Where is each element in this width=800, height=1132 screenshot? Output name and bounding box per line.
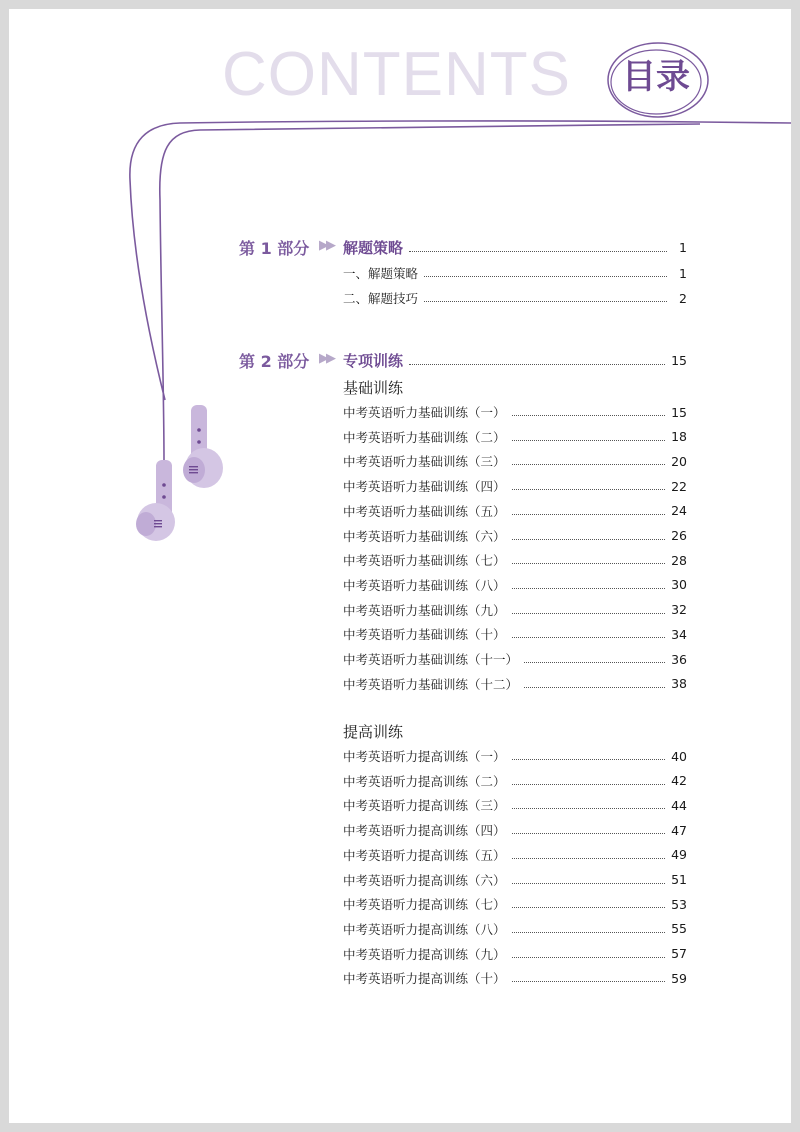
toc-entry[interactable]: [343, 945, 687, 963]
dot-leader: [512, 636, 666, 638]
entry-title: 中考英语听力提高训练（十）: [343, 971, 506, 987]
entry-title: 中考英语听力提高训练（六）: [343, 872, 506, 888]
section-heading-advanced: 提高训练: [343, 723, 404, 741]
toc-entry[interactable]: [343, 264, 687, 282]
entry-title: 中考英语听力基础训练（二）: [343, 429, 506, 445]
page-number: 28: [671, 552, 687, 568]
entry-title: 中考英语听力提高训练（四）: [343, 823, 506, 839]
page-title: 目录: [622, 57, 690, 97]
dot-leader: [409, 363, 665, 365]
entry-title: 一、解题策略: [343, 266, 419, 281]
toc-entry[interactable]: [343, 452, 687, 470]
dot-leader: [512, 612, 666, 614]
page-number: 20: [671, 453, 687, 469]
dot-leader: [512, 956, 666, 958]
entry-title: 中考英语听力基础训练（七）: [343, 553, 506, 569]
entry-title: 中考英语听力基础训练（九）: [343, 602, 506, 618]
entry-title: 中考英语听力基础训练（六）: [343, 528, 506, 544]
dot-leader: [512, 513, 666, 515]
toc-entry[interactable]: [343, 403, 687, 421]
toc-entry[interactable]: [343, 846, 687, 864]
contents-heading: CONTENTS: [222, 40, 571, 109]
page-number: 24: [671, 503, 687, 519]
dot-leader: [512, 882, 666, 884]
toc-entry-part1[interactable]: [343, 237, 687, 258]
toc-entry[interactable]: [343, 625, 687, 643]
page-number: 53: [671, 896, 687, 912]
toc-entry[interactable]: [343, 601, 687, 619]
page-number: 26: [671, 528, 687, 543]
entry-title: 中考英语听力基础训练（十二）: [343, 676, 519, 692]
toc-entry-part2[interactable]: [343, 350, 687, 371]
entry-title: 中考英语听力基础训练（三）: [343, 454, 506, 470]
toc-entry[interactable]: [343, 871, 687, 889]
page-number: 49: [671, 847, 687, 863]
entry-title: 中考英语听力基础训练（十一）: [343, 652, 519, 667]
entry-title: 中考英语听力基础训练（八）: [343, 577, 506, 593]
double-arrow-icon: ▶▶: [319, 238, 333, 253]
dot-leader: [524, 686, 665, 688]
dot-leader: [512, 463, 666, 465]
toc-entry[interactable]: [343, 477, 687, 495]
dot-leader: [512, 439, 666, 441]
page-number: 1: [679, 240, 687, 255]
dot-leader: [512, 807, 666, 809]
entry-title: 解题策略: [343, 239, 404, 257]
page-number: 15: [671, 353, 687, 368]
entry-title: 中考英语听力基础训练（五）: [343, 503, 506, 519]
dot-leader: [512, 832, 666, 834]
entry-title: 专项训练: [343, 352, 404, 370]
dot-leader: [512, 931, 666, 933]
page-number: 34: [671, 626, 687, 642]
dot-leader: [424, 275, 667, 277]
entry-title: 中考英语听力提高训练（八）: [343, 921, 506, 937]
entry-title: 中考英语听力提高训练（三）: [343, 798, 506, 814]
toc-entry[interactable]: [343, 650, 687, 668]
toc-entry[interactable]: [343, 502, 687, 520]
dot-leader: [512, 488, 666, 490]
page-number: 15: [671, 404, 687, 420]
dot-leader: [512, 414, 666, 416]
dot-leader: [512, 783, 666, 785]
entry-title: 中考英语听力提高训练（二）: [343, 773, 506, 789]
page-number: 18: [671, 429, 687, 445]
toc-entry[interactable]: [343, 428, 687, 446]
entry-title: 中考英语听力基础训练（一）: [343, 405, 506, 420]
toc-entry[interactable]: [343, 747, 687, 765]
toc-entry[interactable]: [343, 895, 687, 913]
page-number: 40: [671, 748, 687, 764]
dot-leader: [512, 587, 666, 589]
toc-entry[interactable]: [343, 576, 687, 594]
double-arrow-icon: ▶▶: [319, 351, 333, 366]
page-number: 38: [671, 676, 687, 692]
section-heading-basic: 基础训练: [343, 379, 404, 397]
toc-entry[interactable]: [343, 796, 687, 814]
toc-entry[interactable]: [343, 675, 687, 693]
dot-leader: [512, 538, 666, 540]
entry-title: 中考英语听力提高训练（七）: [343, 897, 506, 913]
page-number: 2: [679, 290, 687, 306]
left-earphone-icon: [136, 460, 175, 541]
right-earphone-icon: [183, 405, 223, 488]
page-number: 59: [671, 970, 687, 986]
dot-leader: [409, 250, 667, 252]
dot-leader: [524, 661, 665, 663]
entry-title: 中考英语听力提高训练（一）: [343, 749, 506, 764]
dot-leader: [424, 300, 667, 302]
page-number: 42: [671, 773, 687, 789]
page-number: 22: [671, 478, 687, 494]
toc-entry[interactable]: [343, 772, 687, 790]
page-number: 51: [671, 872, 687, 887]
page-number: 47: [671, 822, 687, 838]
entry-title: 中考英语听力基础训练（四）: [343, 479, 506, 495]
page-number: 1: [679, 265, 687, 281]
toc-entry[interactable]: [343, 527, 687, 545]
dot-leader: [512, 758, 666, 760]
toc-entry[interactable]: [343, 920, 687, 938]
toc-entry[interactable]: [343, 289, 687, 307]
toc-entry[interactable]: [343, 821, 687, 839]
entry-title: 中考英语听力基础训练（十）: [343, 627, 506, 643]
part-label: 第 2 部分: [239, 352, 310, 371]
page-number: 55: [671, 921, 687, 937]
entry-title: 中考英语听力提高训练（九）: [343, 946, 506, 962]
page-number: 30: [671, 577, 687, 593]
toc-entry[interactable]: [343, 969, 687, 987]
page-number: 57: [671, 946, 687, 962]
dot-leader: [512, 857, 666, 859]
dot-leader: [512, 562, 666, 564]
page-number: 44: [671, 797, 687, 813]
entry-title: 中考英语听力提高训练（五）: [343, 847, 506, 863]
entry-title: 二、解题技巧: [343, 291, 419, 306]
dot-leader: [512, 980, 666, 982]
dot-leader: [512, 906, 666, 908]
part-label: 第 1 部分: [239, 239, 310, 258]
page-number: 32: [671, 602, 687, 618]
toc-entry[interactable]: [343, 551, 687, 569]
page-number: 36: [671, 651, 687, 667]
